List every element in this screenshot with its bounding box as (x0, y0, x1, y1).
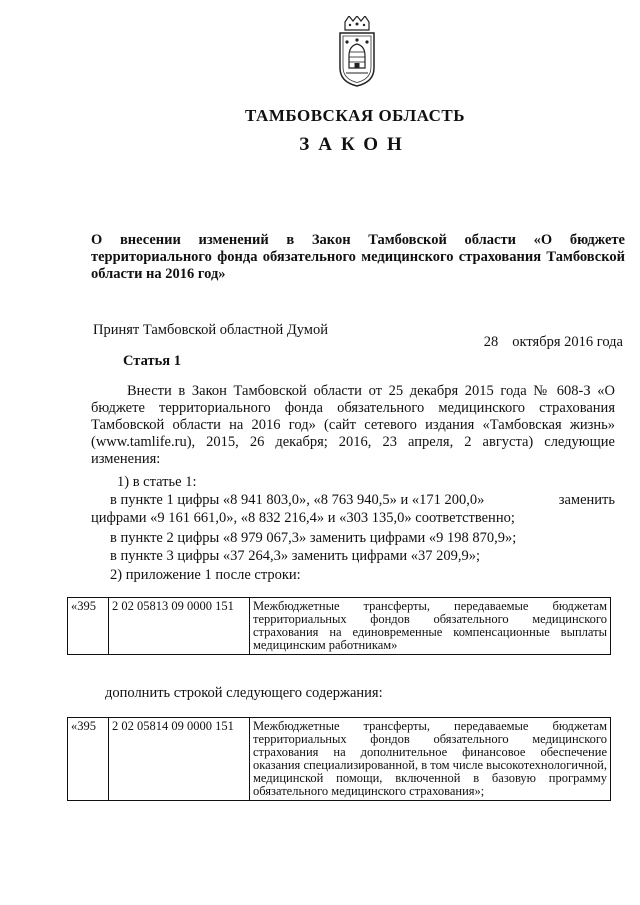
law-subject-heading: О внесении изменений в Закон Тамбовской области «О бюджете территориального фонда обязательного медицинского страхования Тамбовской области на 2016 год» (91, 232, 625, 282)
table-cell-code-admin: «395 (68, 718, 109, 801)
table-row (68, 598, 611, 655)
adoption-line (93, 322, 623, 350)
point-1-continuation: цифрами «9 161 661,0», «8 832 216,4» и «303 135,0» соответственно; (91, 510, 515, 526)
existing-row-table (67, 597, 611, 655)
supplement-line: дополнить строкой следующего содержания: (105, 685, 383, 701)
point-2-line: в пункте 2 цифры «8 979 067,3» заменить цифрами «9 198 870,9»; (110, 530, 517, 546)
item-1-line: 1) в статье 1: (117, 474, 197, 490)
point-1-replace-word: заменить (558, 492, 615, 508)
point-1-line (110, 492, 615, 509)
point-1-text: в пункте 1 цифры «8 941 803,0», «8 763 940,5» и «171 200,0» (110, 492, 485, 508)
region-title: ТАМБОВСКАЯ ОБЛАСТЬ (245, 106, 465, 125)
document-type-title: ЗАКОН (299, 134, 411, 155)
adoption-day: 28 (483, 334, 499, 350)
table-row (68, 718, 611, 801)
adoption-text: Принят Тамбовской областной Думой (93, 322, 328, 338)
article-intro-paragraph: Внести в Закон Тамбовской области от 25 декабря 2015 года № 608-З «О бюджете территориального фонда обязательного медицинского страхования Тамбовской области на 2016 год» (сайт сетевого издания «Тамбовская жизнь» (www.tamlife.ru), 2015, 26 декабря; 2016, 23 апреля, 2 августа) следующие изменения: (91, 383, 615, 467)
new-row-table (67, 717, 611, 801)
table-cell-code-income: 2 02 05814 09 0000 151 (109, 718, 250, 801)
adoption-month-year: октября 2016 года (512, 334, 623, 350)
table-cell-description: Межбюджетные трансферты, передаваемые бюджетам территориальных фондов обязательного медицинского страхования на дополнительное финансовое обеспечение оказания специализированной, в том числе высокотехнологичной, медицинской помощи, включенной в базовую программу обязательного медицинского страхования»; (250, 718, 611, 801)
table-cell-code-income: 2 02 05813 09 0000 151 (109, 598, 250, 655)
table-cell-description: Межбюджетные трансферты, передаваемые бюджетам территориальных фондов обязательного медицинского страхования на единовременные компенсационные выплаты медицинским работникам» (250, 598, 611, 655)
point-3-line: в пункте 3 цифры «37 264,3» заменить цифрами «37 209,9»; (110, 548, 481, 564)
article-title: Статья 1 (123, 353, 181, 369)
item-2-line: 2) приложение 1 после строки: (110, 567, 301, 583)
tambov-coat-of-arms-icon (336, 16, 378, 88)
adoption-date (484, 334, 623, 351)
table-cell-code-admin: «395 (68, 598, 109, 655)
